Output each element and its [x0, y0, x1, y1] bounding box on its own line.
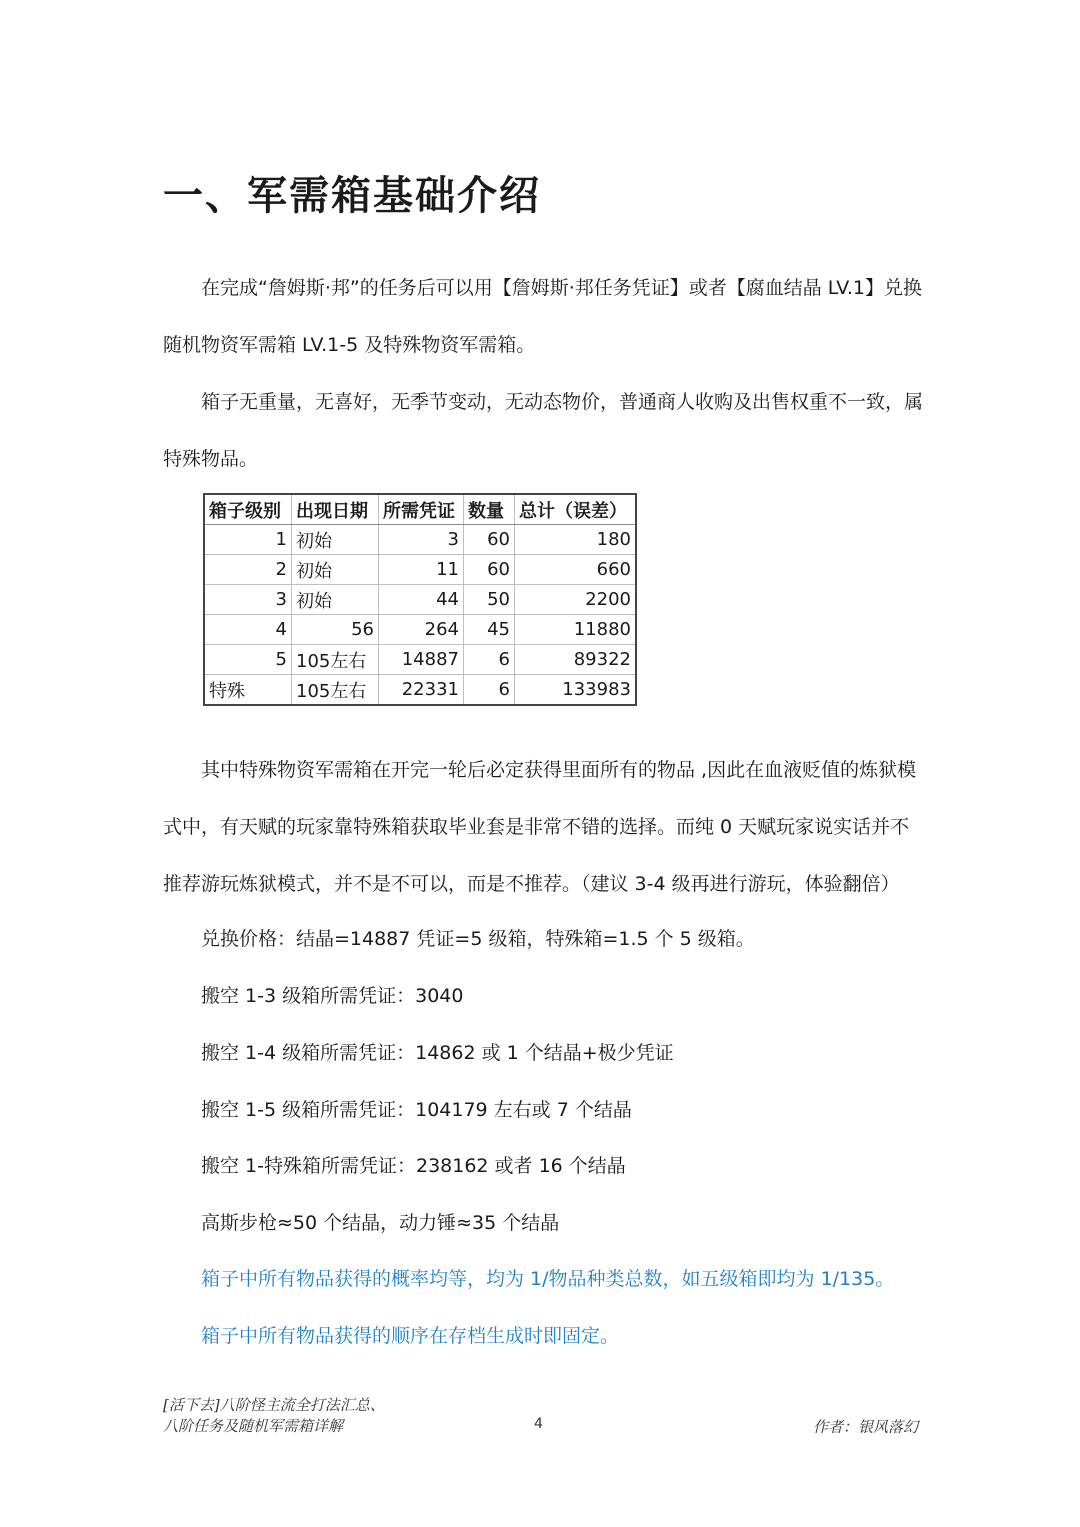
header-level: 箱子级别 [204, 494, 292, 525]
order-note: 箱子中所有物品获得的顺序在存档生成时即固定。 [201, 1325, 620, 1347]
exchange-price-line: 兑换价格：结晶=14887 凭证=5 级箱，特殊箱=1.5 个 5 级箱。 [201, 928, 755, 950]
table-row [204, 645, 636, 675]
clear-1-5-line: 搬空 1-5 级箱所需凭证：104179 左右或 7 个结晶 [201, 1099, 632, 1121]
cell-count: 6 [464, 645, 515, 675]
cell-count: 50 [464, 585, 515, 615]
cell-count: 60 [464, 555, 515, 585]
header-voucher: 所需凭证 [379, 494, 464, 525]
cell-voucher: 22331 [379, 675, 464, 706]
table-row [204, 525, 636, 555]
cell-count: 60 [464, 525, 515, 555]
crate-table [203, 493, 637, 706]
cell-date: 56 [292, 615, 379, 645]
cell-level: 3 [204, 585, 292, 615]
footer-title-line2: 八阶任务及随机军需箱详解 [163, 1417, 344, 1435]
header-total: 总计（误差） [515, 494, 637, 525]
cell-voucher: 11 [379, 555, 464, 585]
table-row [204, 585, 636, 615]
cell-voucher: 44 [379, 585, 464, 615]
cell-date: 初始 [292, 555, 379, 585]
clear-1-4-line: 搬空 1-4 级箱所需凭证：14862 或 1 个结晶+极少凭证 [201, 1042, 674, 1064]
cell-date: 105左右 [292, 675, 379, 706]
clear-1-3-line: 搬空 1-3 级箱所需凭证：3040 [201, 985, 464, 1007]
table-row [204, 615, 636, 645]
footer-author: 作者：银风落幻 [812, 1418, 918, 1436]
cell-level: 5 [204, 645, 292, 675]
crate-table-container [203, 493, 637, 706]
cell-date: 初始 [292, 585, 379, 615]
cell-level: 2 [204, 555, 292, 585]
table-row [204, 675, 636, 706]
paragraph-properties: 箱子无重量，无喜好，无季节变动，无动态物价，普通商人收购及出售权重不一致，属特殊物品。 [163, 391, 924, 470]
table-row [204, 555, 636, 585]
paragraph-special-crate: 其中特殊物资军需箱在开完一轮后必定获得里面所有的物品 ,因此在血液贬值的炼狱模式中，有天赋的玩家靠特殊箱获取毕业套是非常不错的选择。而纯 0 天赋玩家说实话并不推荐游玩炼狱模式，并不是不可以，而是不推荐。（建议 3-4 级再进行游玩，体验翻倍） [163, 759, 917, 895]
header-count: 数量 [464, 494, 515, 525]
cell-date: 初始 [292, 525, 379, 555]
cell-total: 11880 [515, 615, 637, 645]
cell-level: 1 [204, 525, 292, 555]
cell-total: 2200 [515, 585, 637, 615]
cell-level: 特殊 [204, 675, 292, 706]
footer-document-title [163, 1395, 385, 1437]
cell-voucher: 3 [379, 525, 464, 555]
cell-count: 45 [464, 615, 515, 645]
footer-title-line1: [活下去]八阶怪主流全打法汇总、 [163, 1396, 385, 1414]
clear-special-line: 搬空 1-特殊箱所需凭证：238162 或者 16 个结晶 [201, 1155, 626, 1177]
cell-level: 4 [204, 615, 292, 645]
header-date: 出现日期 [292, 494, 379, 525]
paragraph-intro: 在完成“詹姆斯·邦”的任务后可以用【詹姆斯·邦任务凭证】或者【腐血结晶 LV.1】兑换随机物资军需箱 LV.1-5 及特殊物资军需箱。 [163, 277, 922, 356]
cell-count: 6 [464, 675, 515, 706]
section-heading: 一、军需箱基础介绍 [163, 173, 541, 219]
probability-note: 箱子中所有物品获得的概率均等，均为 1/物品种类总数，如五级箱即均为 1/135。 [201, 1268, 895, 1290]
cell-total: 89322 [515, 645, 637, 675]
table-header-row [204, 494, 636, 525]
cell-voucher: 264 [379, 615, 464, 645]
cell-date: 105左右 [292, 645, 379, 675]
weapons-cost-line: 高斯步枪≈50 个结晶，动力锤≈35 个结晶 [201, 1212, 560, 1234]
cell-total: 660 [515, 555, 637, 585]
cell-voucher: 14887 [379, 645, 464, 675]
cell-total: 180 [515, 525, 637, 555]
cell-total: 133983 [515, 675, 637, 706]
page-number: 4 [534, 1416, 543, 1432]
